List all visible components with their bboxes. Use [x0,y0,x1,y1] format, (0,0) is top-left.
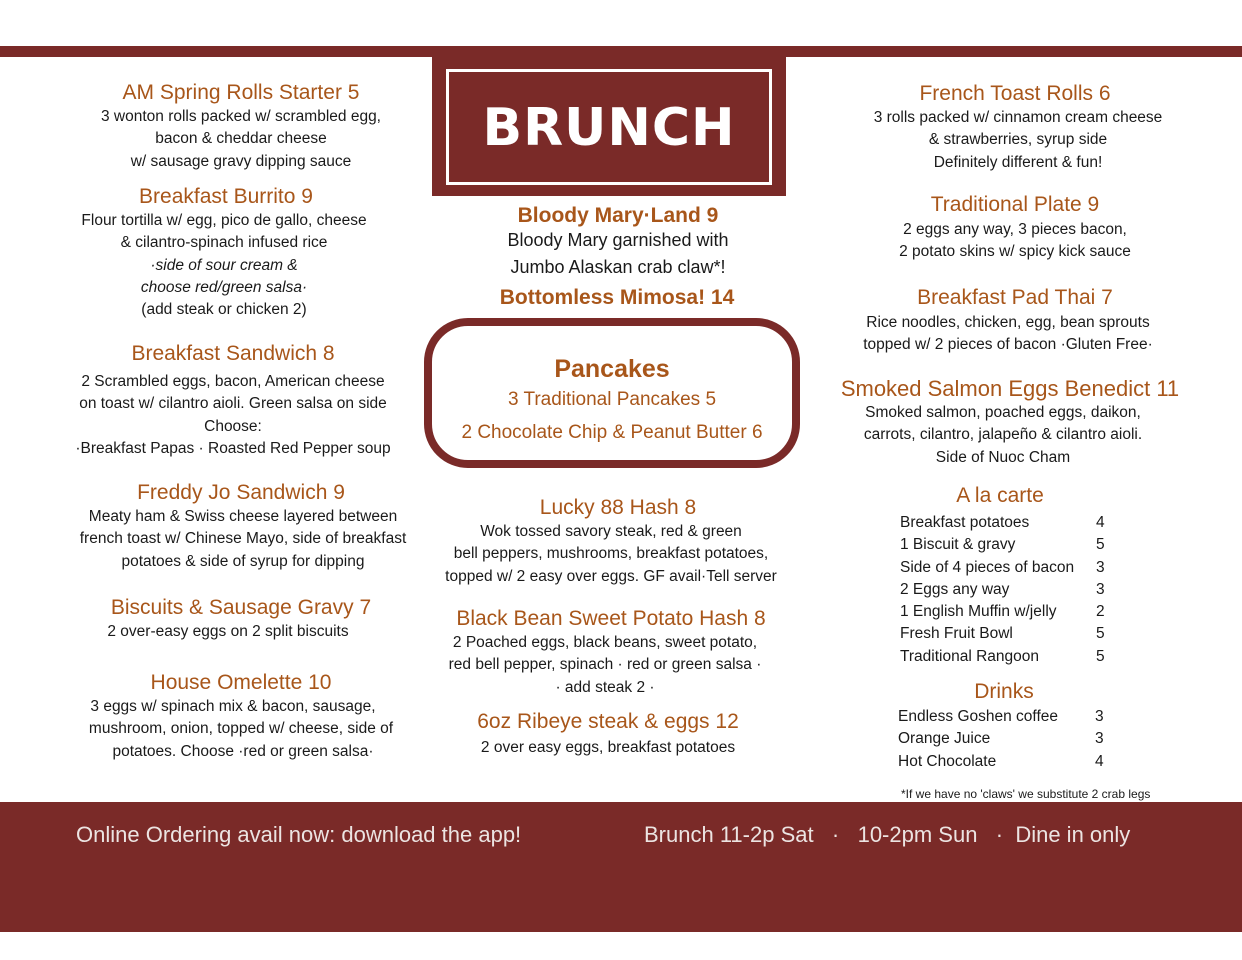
top-border-bar [0,46,1242,57]
item-desc-line: red bell pepper, spinach · red or green salsa · [448,656,762,674]
item-price: 4 [1095,752,1104,770]
item-desc-line: french toast w/ Chinese Mayo, side of breakfast [79,530,407,548]
item-desc-line: · add steak 2 · [555,678,655,696]
item-desc-line: Side of Nuoc Cham [935,448,1071,466]
list-item [898,728,1118,750]
menu-item-breakfast-sandwich [33,341,433,460]
item-title: Breakfast Pad Thai 7 [917,286,1113,309]
item-desc-line: Smoked salmon, poached eggs, daikon, [865,404,1141,421]
list-item [900,579,1120,601]
item-desc-line: 2 over easy eggs, breakfast potatoes [480,739,736,756]
drinks-list [898,706,1118,773]
list-item [898,706,1118,728]
item-name: Fresh Fruit Bowl [900,625,1013,643]
item-desc-line: topped w/ 2 easy over eggs. GF avail·Tell server [445,567,777,585]
item-title: Lucky 88 Hash 8 [539,496,697,519]
italic-note: ·side of sour cream & [150,256,298,274]
item-desc-line: bacon & cheddar cheese [155,130,327,148]
item-desc-line: w/ sausage gravy dipping sauce [130,152,352,170]
item-price: 3 [1096,558,1105,576]
menu-item-black-bean-hash [411,606,811,699]
item-title: Freddy Jo Sandwich 9 [137,481,345,504]
item-price: 3 [1096,580,1105,598]
item-desc-line: topped w/ 2 pieces of bacon ·Gluten Free· [863,336,1153,354]
item-title: Biscuits & Sausage Gravy 7 [110,596,372,619]
drink-bloody-mary [418,203,818,281]
crab-claw-footnote: *If we have no 'claws' we substitute 2 crab legs [901,787,1151,801]
item-desc-line: 2 potato skins w/ spicy kick sauce [899,243,1131,261]
item-title: Traditional Plate 9 [930,193,1100,216]
item-desc-line: (add steak or chicken 2) [141,301,307,319]
item-desc-line: 2 Poached eggs, black beans, sweet potato, [452,634,758,651]
item-name: Side of 4 pieces of bacon [900,558,1075,576]
drink-bottomless-mimosa [405,285,829,311]
item-name: Hot Chocolate [898,752,997,770]
item-name: Orange Juice [898,730,991,748]
menu-item-house-omelette [41,670,441,763]
section-title: A la carte [956,484,1044,507]
item-price: 5 [1096,625,1105,643]
item-desc-line: potatoes & side of syrup for dipping [121,552,365,570]
menu-item-ribeye-steak [408,709,808,759]
menu-item-traditional-plate [815,192,1215,264]
item-desc-line: on toast w/ cilantro aioli. Green salsa on side [79,395,387,413]
item-desc-line: 2 over-easy eggs on 2 split biscuits [107,623,349,640]
item-desc-line: Flour tortilla w/ egg, pico de gallo, cheese [81,212,367,229]
item-desc-line: Definitely different & fun! [933,153,1103,171]
online-ordering-text: Online Ordering avail now: download the app! [76,822,522,847]
list-item [898,751,1118,773]
list-item [900,646,1120,668]
item-title: Breakfast Burrito 9 [139,185,313,208]
item-name: 2 Eggs any way [900,580,1010,598]
item-desc-line: mushroom, onion, topped w/ cheese, side of [88,720,394,738]
brunch-header-frame [446,69,772,185]
item-name: 1 English Muffin w/jelly [900,603,1057,621]
item-desc-line: 3 rolls packed w/ cinnamon cream cheese [873,109,1163,126]
menu-item-breakfast-pad-thai [815,285,1215,357]
menu-item-smoked-salmon-benedict [810,376,1210,469]
item-title: Breakfast Sandwich 8 [131,342,335,365]
list-item [900,557,1120,579]
pancakes-box [424,318,800,468]
item-price: 4 [1096,514,1105,531]
menu-item-biscuits-gravy [41,595,441,643]
footer-bar [0,802,1242,932]
item-desc-line: Jumbo Alaskan crab claw*! [510,257,726,277]
item-desc-line [7,255,441,277]
item-price: 3 [1095,708,1104,725]
item-name: Traditional Rangoon [900,647,1040,665]
menu-item-french-toast-rolls [815,81,1215,174]
menu-item-lucky-88-hash [418,495,818,588]
item-desc-line: bell peppers, mushrooms, breakfast potatoes, [453,545,769,563]
item-desc-line: Choose: [204,417,262,435]
item-name: Endless Goshen coffee [898,708,1058,725]
pancakes-option: 3 Traditional Pancakes 5 [507,389,717,410]
pancakes-title: Pancakes [554,355,670,383]
item-desc-line: & cilantro-spinach infused rice [120,234,328,252]
a-la-carte-heading [900,483,1100,509]
item-desc-line: 3 wonton rolls packed w/ scrambled egg, [100,108,381,125]
pancakes-option: 2 Chocolate Chip & Peanut Butter 6 [461,422,763,443]
item-desc-line: Meaty ham & Swiss cheese layered between [88,508,398,525]
item-name: Breakfast potatoes [900,514,1030,531]
menu-item-freddy-jo-sandwich [41,480,441,573]
item-title: Bloody Mary·Land 9 [517,204,719,227]
menu-item-breakfast-burrito [41,184,441,321]
item-price: 2 [1096,603,1105,621]
item-desc-line: carrots, cilantro, jalapeño & cilantro aioli. [863,426,1143,444]
item-title: 6oz Ribeye steak & eggs 12 [477,710,739,733]
item-desc-line: ·Breakfast Papas · Roasted Red Pepper soup [75,439,391,457]
item-title: House Omelette 10 [150,671,332,694]
menu-item-am-spring-rolls [41,80,441,173]
item-desc-line: potatoes. Choose ·red or green salsa· [112,742,374,760]
brunch-hours-text: Brunch 11-2p Sat · 10-2pm Sun · Dine in only [644,822,1131,847]
brunch-header-box [432,57,786,196]
item-title: Bottomless Mimosa! 14 [499,286,735,309]
item-title: French Toast Rolls 6 [919,82,1111,105]
item-title: AM Spring Rolls Starter 5 [122,81,360,104]
section-title: Drinks [974,680,1034,703]
item-title: Smoked Salmon Eggs Benedict 11 [840,376,1180,401]
drinks-heading [904,679,1104,705]
item-title: Black Bean Sweet Potato Hash 8 [456,607,766,630]
item-name: 1 Biscuit & gravy [900,536,1016,554]
item-price: 5 [1096,647,1105,665]
list-item [900,512,1120,534]
item-desc-line: 2 eggs any way, 3 pieces bacon, [903,221,1127,238]
list-item [900,534,1120,556]
item-desc-line: 2 Scrambled eggs, bacon, American cheese [81,373,385,390]
list-item [900,601,1120,623]
item-desc-line: Wok tossed savory steak, red & green [480,523,742,540]
list-item [900,623,1120,645]
item-desc-line: Rice noodles, chicken, egg, bean sprouts [866,314,1150,331]
a-la-carte-list [900,512,1120,668]
item-desc-line: & strawberries, syrup side [928,131,1108,149]
item-desc-line [7,277,441,299]
page-title: BRUNCH [482,98,736,158]
item-price: 5 [1096,536,1105,554]
item-price: 3 [1095,730,1104,748]
italic-note: choose red/green salsa· [140,278,308,296]
item-desc-line: Bloody Mary garnished with [507,230,729,250]
item-desc-line: 3 eggs w/ spinach mix & bacon, sausage, [90,698,376,715]
